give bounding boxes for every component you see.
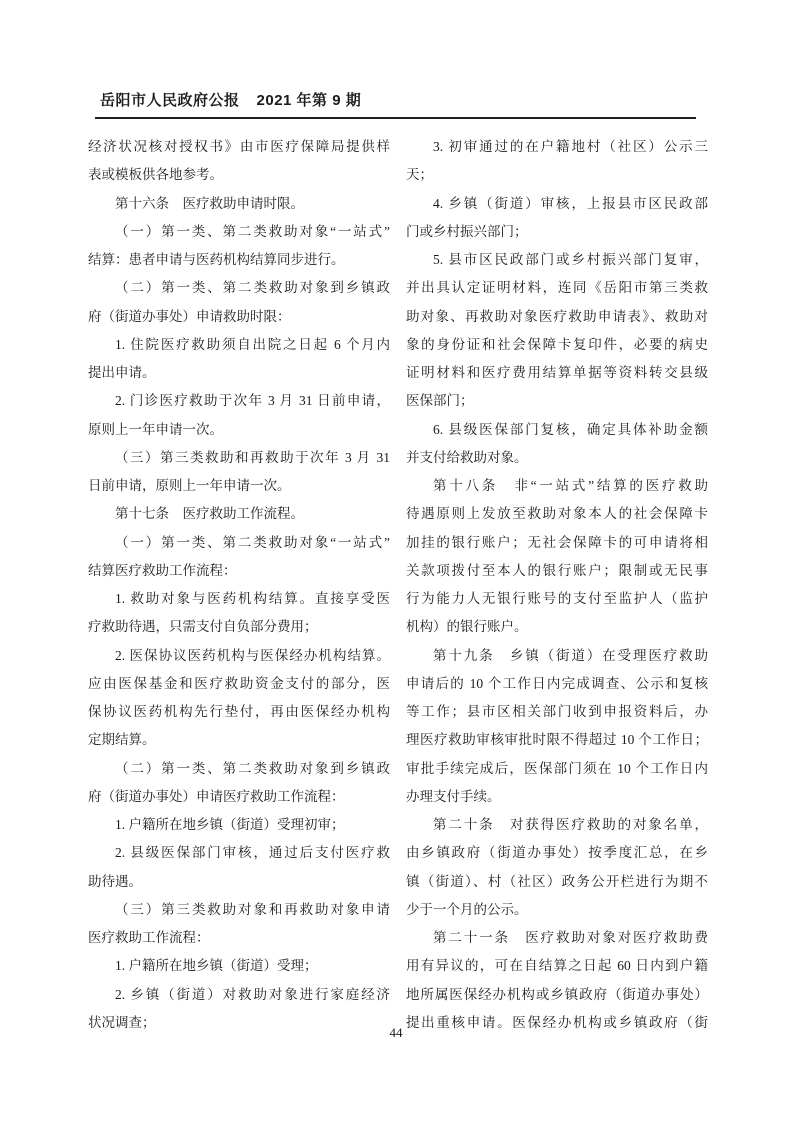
gazette-title: 岳阳市人民政府公报 (100, 92, 240, 109)
text-line: 证明材料和医疗费用结算单据等资料转交县级 (406, 365, 708, 380)
page-header (100, 92, 361, 109)
text-line: 2. 县级医保部门审核，通过后支付医疗救 (115, 845, 390, 861)
text-line: 象的身份证和社会保障卡复印件，必要的病史 (406, 336, 708, 352)
text-line: 原则上一年申请一次。 (88, 421, 223, 437)
text-line: 机构）的银行账户。 (406, 619, 528, 635)
text-line: 1. 住院医疗救助须自出院之日起 6 个月内 (115, 336, 390, 352)
text-line: 理医疗救助审核审批时限不得超过 10 个工作日； (406, 732, 708, 748)
text-line: 日前申请，原则上一年申请一次。 (88, 478, 291, 493)
text-line: 门或乡村振兴部门； (406, 223, 528, 239)
text-line: 4. 乡镇（街道）审核，上报县市区民政部 (433, 195, 708, 211)
text-line: 第二十一条 医疗救助对象对医疗救助费 (433, 930, 708, 945)
text-line: 用有异议的，可在自结算之日起 60 日内到户籍 (406, 958, 708, 974)
text-line: （三）第三类救助对象和再救助对象申请 (115, 901, 390, 917)
text-line: 行为能力人无银行账号的支付至监护人（监护 (406, 591, 708, 606)
header-divider (95, 117, 696, 119)
text-line: 1. 户籍所在地乡镇（街道）受理初审； (115, 817, 345, 832)
text-line: 府（街道办事处）申请医疗救助工作流程： (88, 788, 345, 804)
text-line: 疗救助待遇，只需支付自负部分费用； (88, 619, 318, 635)
text-line: （一）第一类、第二类救助对象“一站式” (115, 534, 390, 550)
page-number: 44 (389, 1025, 403, 1040)
text-line: （一）第一类、第二类救助对象“一站式” (115, 223, 390, 239)
left-column (88, 133, 390, 1037)
text-line: 结算：患者申请与医药机构结算同步进行。 (88, 252, 345, 267)
text-line: 2. 医保协议医药机构与医保经办机构结算。 (115, 647, 390, 663)
text-line: 第十八条 非“一站式”结算的医疗救助 (433, 478, 708, 493)
text-line: 保协议医药机构先行垫付，再由医保经办机构 (88, 704, 390, 719)
text-line: 并出具认定证明材料，连同《岳阳市第三类救 (406, 280, 708, 296)
text-line: 申请后的 10 个工作日内完成调查、公示和复核 (406, 675, 708, 691)
text-line: 医保部门； (406, 393, 474, 409)
text-line: 1. 救助对象与医药机构结算。直接享受医 (115, 591, 390, 606)
text-line: 第十九条 乡镇（街道）在受理医疗救助 (433, 647, 708, 663)
text-line: 定期结算。 (88, 732, 156, 748)
text-line: 助对象、再救助对象医疗救助申请表》、救助对 (406, 308, 708, 324)
text-line: 天； (406, 167, 433, 183)
text-line: 2. 乡镇（街道）对救助对象进行家庭经济 (115, 986, 390, 1002)
text-line: 经济状况核对授权书》由市医疗保障局提供样 (88, 139, 390, 154)
text-line: 应由医保基金和医疗救助资金支付的部分，医 (88, 675, 390, 691)
text-line: 少于一个月的公示。 (406, 901, 528, 917)
text-line: 6. 县级医保部门复核，确定具体补助金额 (433, 421, 708, 437)
text-line: 提出申请。 (88, 365, 156, 380)
text-line: 待遇原则上发放至救助对象本人的社会保障卡 (406, 506, 708, 522)
text-line: 5. 县市区民政部门或乡村振兴部门复审， (433, 252, 708, 267)
text-line: 办理支付手续。 (406, 788, 501, 804)
text-line: 镇（街道）、村（社区）政务公开栏进行为期不 (406, 873, 708, 889)
text-line: （三）第三类救助和再救助于次年 3 月 31 (115, 449, 390, 465)
text-line: 由乡镇政府（街道办事处）按季度汇总，在乡 (406, 845, 708, 861)
text-line: 审批手续完成后，医保部门须在 10 个工作日内 (406, 760, 708, 776)
text-line: （二）第一类、第二类救助对象到乡镇政 (115, 760, 390, 776)
text-line: （二）第一类、第二类救助对象到乡镇政 (115, 280, 390, 296)
text-line: 地所属医保经办机构或乡镇政府（街道办事处） (406, 986, 708, 1002)
text-line: 关款项拨付至本人的银行账户；限制或无民事 (406, 562, 708, 578)
text-line: 1. 户籍所在地乡镇（街道）受理； (115, 958, 318, 974)
right-column (406, 133, 708, 1037)
text-line: 提出重核申请。医保经办机构或乡镇政府（街 (406, 1014, 708, 1030)
text-line: 加挂的银行账户；无社会保障卡的可申请将相 (406, 534, 708, 550)
text-line: 结算医疗救助工作流程： (88, 562, 237, 578)
text-line: 第十七条 医疗救助工作流程。 (115, 506, 304, 522)
gazette-issue: 2021 年第 9 期 (256, 92, 362, 109)
text-line: 助待遇。 (88, 873, 142, 889)
text-line: 状况调查； (88, 1014, 156, 1030)
text-line: 2. 门诊医疗救助于次年 3 月 31 日前申请， (115, 393, 390, 409)
text-line: 3. 初审通过的在户籍地村（社区）公示三 (433, 139, 708, 154)
text-line: 第二十条 对获得医疗救助的对象名单， (433, 817, 708, 832)
text-line: 第十六条 医疗救助申请时限。 (115, 195, 304, 211)
text-line: 并支付给救助对象。 (406, 449, 528, 465)
text-line: 等工作；县市区相关部门收到申报资料后，办 (406, 704, 708, 719)
text-line: 府（街道办事处）申请救助时限： (88, 308, 291, 324)
text-line: 表或模板供各地参考。 (88, 167, 223, 183)
text-line: 医疗救助工作流程： (88, 930, 210, 945)
